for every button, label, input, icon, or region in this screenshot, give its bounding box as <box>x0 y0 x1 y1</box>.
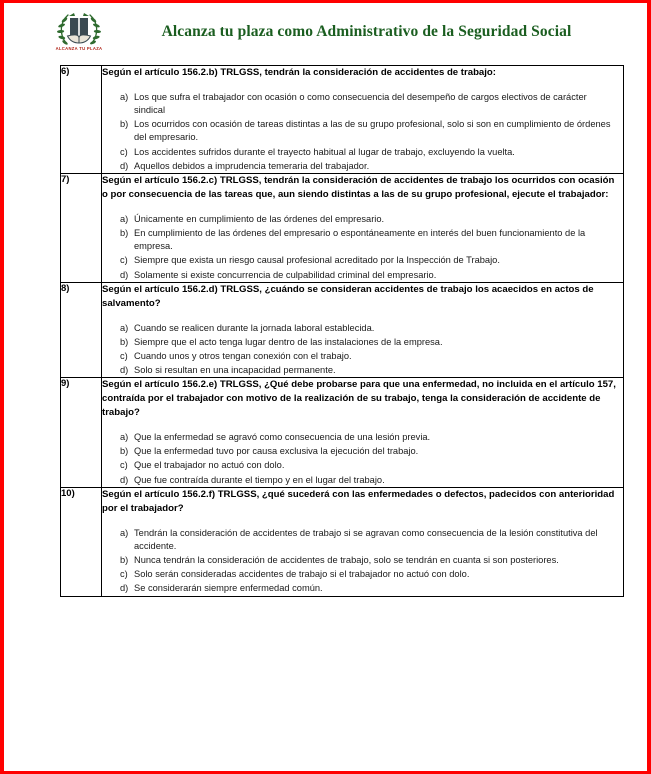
question-body <box>102 282 624 378</box>
options-list <box>102 91 623 173</box>
list-item[interactable] <box>102 364 623 377</box>
table-row <box>61 378 624 487</box>
list-item[interactable] <box>102 254 623 267</box>
option-text: Que el trabajador no actuó con dolo. <box>134 460 285 471</box>
option-text: Que la enfermedad se agravó como consecuencia de una lesión previa. <box>134 432 431 443</box>
option-text: Solo serán consideradas accidentes de trabajo si el trabajador no actuó con dolo. <box>134 569 470 580</box>
list-item[interactable] <box>102 336 623 349</box>
option-text: Cuando se realicen durante la jornada laboral establecida. <box>134 322 375 333</box>
option-text: Cuando unos y otros tengan conexión con el trabajo. <box>134 350 352 361</box>
question-body <box>102 378 624 487</box>
option-text: En cumplimiento de las órdenes del empresario o espontáneamente en interés del buen funcionamiento de la empresa. <box>134 228 586 252</box>
option-letter: a) <box>120 432 129 443</box>
option-text: Solo si resultan en una incapacidad permanente. <box>134 365 336 376</box>
options-list <box>102 431 623 487</box>
stem-options-spacer <box>102 82 623 90</box>
option-letter: b) <box>120 228 129 239</box>
list-item[interactable] <box>102 568 623 581</box>
list-item[interactable] <box>102 582 623 595</box>
option-text: Los accidentes sufridos durante el trayecto habitual al lugar de trabajo, excluyendo la vuelta. <box>134 146 515 157</box>
option-letter: a) <box>120 213 129 224</box>
table-row <box>61 174 624 283</box>
document-header <box>4 3 647 60</box>
option-text: Que fue contraída durante el tiempo y en el lugar del trabajo. <box>134 474 385 485</box>
options-list <box>102 322 623 378</box>
option-letter: d) <box>120 365 129 376</box>
option-text: Tendrán la consideración de accidentes de trabajo si se agravan como consecuencia de la lesión constitutiva del accidente. <box>134 527 598 551</box>
option-text: Siempre que exista un riesgo causal profesional acreditado por la Inspección de Trabajo. <box>134 255 500 266</box>
stem-options-spacer <box>102 422 623 430</box>
list-item[interactable] <box>102 269 623 282</box>
option-letter: d) <box>120 160 129 171</box>
table-row <box>61 487 624 596</box>
question-number: 10) <box>61 487 102 596</box>
option-text: Se considerarán siempre enfermedad común. <box>134 583 323 594</box>
question-number: 7) <box>61 174 102 283</box>
list-item[interactable] <box>102 445 623 458</box>
question-number: 6) <box>61 66 102 174</box>
option-text: Siempre que el acto tenga lugar dentro de las instalaciones de la empresa. <box>134 336 443 347</box>
list-item[interactable] <box>102 527 623 553</box>
list-item[interactable] <box>102 146 623 159</box>
option-letter: c) <box>120 460 128 471</box>
question-body <box>102 66 624 174</box>
option-letter: d) <box>120 474 129 485</box>
question-body <box>102 487 624 596</box>
list-item[interactable] <box>102 459 623 472</box>
option-text: Que la enfermedad tuvo por causa exclusiva la ejecución del trabajo. <box>134 446 419 457</box>
option-letter: a) <box>120 322 129 333</box>
list-item[interactable] <box>102 227 623 253</box>
option-text: Los que sufra el trabajador con ocasión o como consecuencia del desempeño de cargos electivos de carácter sindical <box>134 91 587 116</box>
list-item[interactable] <box>102 474 623 487</box>
option-text: Únicamente en cumplimiento de las órdenes del empresario. <box>134 213 385 224</box>
options-list <box>102 213 623 282</box>
option-letter: d) <box>120 269 129 280</box>
question-body <box>102 174 624 283</box>
list-item[interactable] <box>102 118 623 144</box>
option-letter: b) <box>120 336 129 347</box>
questions-table <box>60 65 624 597</box>
question-stem: Según el artículo 156.2.d) TRLGSS, ¿cuándo se consideran accidentes de trabajo los acaecidos en actos de salvamento? <box>102 283 594 309</box>
option-text: Nunca tendrán la consideración de accidentes de trabajo, solo se tendrán en cuanta si son posteriores. <box>134 555 559 565</box>
option-letter: c) <box>120 255 128 266</box>
question-number: 9) <box>61 378 102 487</box>
list-item[interactable] <box>102 91 623 117</box>
option-letter: c) <box>120 350 128 361</box>
question-stem: Según el artículo 156.2.e) TRLGSS, ¿Qué debe probarse para que una enfermedad, no incluida en el artículo 157, contraída por el trabajador con motivo de la realización de su trabajo, tenga la consideración de accidente de trabajo? <box>102 379 616 419</box>
list-item[interactable] <box>102 431 623 444</box>
option-letter: b) <box>120 555 129 565</box>
page-title: Alcanza tu plaza como Administrativo de la Seguridad Social <box>161 22 572 40</box>
table-row <box>61 66 624 174</box>
option-letter: a) <box>120 91 129 102</box>
list-item[interactable] <box>102 160 623 173</box>
logo-caption: ALCANZA TU PLAZA <box>55 45 103 51</box>
list-item[interactable] <box>102 554 623 567</box>
table-row <box>61 282 624 378</box>
option-letter: a) <box>120 527 129 538</box>
question-stem: Según el artículo 156.2.b) TRLGSS, tendrán la consideración de accidentes de trabajo: <box>102 67 496 78</box>
option-letter: c) <box>120 569 128 580</box>
option-letter: d) <box>120 583 129 594</box>
list-item[interactable] <box>102 322 623 335</box>
option-text: Los ocurridos con ocasión de tareas distintas a las de su grupo profesional, solo si son en cumplimiento de órdenes del empresario. <box>134 119 611 143</box>
stem-options-spacer <box>102 204 623 212</box>
option-text: Solamente si existe concurrencia de culpabilidad criminal del empresario. <box>134 269 437 280</box>
question-stem: Según el artículo 156.2.f) TRLGSS, ¿qué sucederá con las enfermedades o defectos, padecidos con anterioridad por el trabajador? <box>102 488 615 514</box>
question-number: 8) <box>61 282 102 378</box>
list-item[interactable] <box>102 213 623 226</box>
question-stem: Según el artículo 156.2.c) TRLGSS, tendrán la consideración de accidentes de trabajo los ocurridos con ocasión o por consecuencia de las tareas que, aun siendo distintas a las de su grupo profesional, ejecute el trabajador: <box>102 175 615 200</box>
questions-table-body <box>61 66 624 597</box>
option-text: Aquellos debidos a imprudencia temeraria del trabajador. <box>134 160 370 171</box>
alcanza-tu-plaza-logo <box>52 7 106 57</box>
list-item[interactable] <box>102 350 623 363</box>
stem-options-spacer <box>102 518 623 526</box>
option-letter: b) <box>120 446 129 457</box>
stem-options-spacer <box>102 313 623 321</box>
option-letter: b) <box>120 119 129 130</box>
option-letter: c) <box>120 146 128 157</box>
options-list <box>102 527 623 596</box>
